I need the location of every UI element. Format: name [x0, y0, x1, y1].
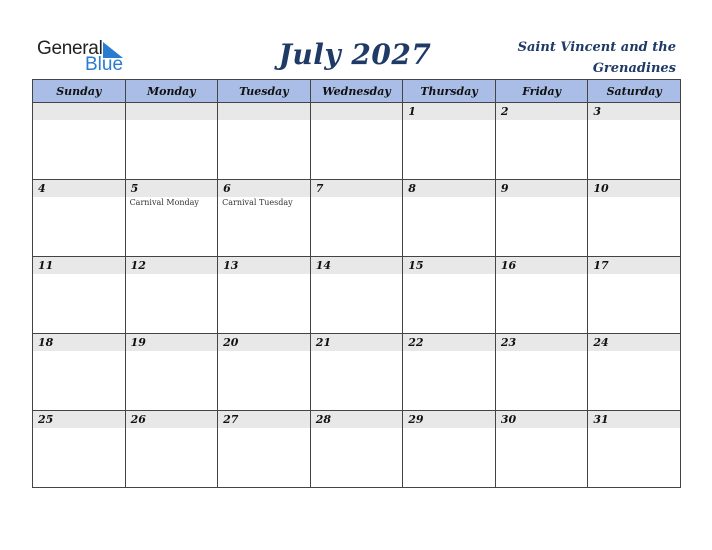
day-cell	[403, 103, 496, 180]
day-cell	[33, 257, 126, 334]
day-number: 8	[408, 182, 416, 195]
day-number: 31	[593, 413, 609, 426]
day-number: 12	[130, 259, 146, 272]
day-number: 29	[408, 413, 424, 426]
day-number: 10	[593, 182, 609, 195]
day-number: 14	[315, 259, 331, 272]
week-row	[33, 411, 681, 488]
calendar-grid	[32, 79, 681, 488]
day-cell	[218, 411, 311, 488]
day-number-strip	[588, 180, 680, 197]
day-number: 23	[500, 336, 517, 349]
day-cell	[495, 411, 588, 488]
day-number: 11	[38, 259, 54, 272]
day-number-strip	[33, 334, 125, 351]
day-number: 5	[130, 182, 139, 195]
day-number-strip	[403, 180, 495, 197]
weekday-thursday: Thursday	[403, 80, 496, 103]
day-number-strip	[33, 411, 125, 428]
logo-blue-text: Blue	[85, 54, 124, 75]
day-number: 13	[223, 259, 239, 272]
day-number: 15	[408, 259, 424, 272]
holiday-label: Carnival Monday	[129, 198, 199, 207]
day-cell	[403, 411, 496, 488]
logo-general-text: General	[37, 38, 103, 59]
day-cell	[218, 257, 311, 334]
day-cell	[588, 180, 681, 257]
day-number-strip	[218, 180, 310, 197]
day-number: 19	[130, 336, 146, 349]
day-number-strip	[496, 411, 588, 428]
day-cell	[33, 180, 126, 257]
weekday-wednesday: Wednesday	[310, 80, 403, 103]
day-cell	[125, 257, 218, 334]
day-cell	[403, 180, 496, 257]
day-number: 21	[315, 336, 331, 349]
day-cell	[125, 411, 218, 488]
day-number-strip	[218, 411, 310, 428]
day-cell	[125, 180, 218, 257]
day-number-strip	[126, 257, 218, 274]
day-number: 28	[315, 413, 331, 426]
weekday-header-row	[33, 80, 681, 103]
day-number-strip	[311, 334, 403, 351]
day-cell	[218, 180, 311, 257]
day-cell	[310, 257, 403, 334]
day-number-strip	[218, 103, 310, 120]
day-cell	[588, 257, 681, 334]
country-line-2: Grenadines	[592, 61, 676, 76]
day-cell	[33, 334, 126, 411]
day-number-strip	[311, 411, 403, 428]
day-number: 26	[130, 413, 146, 426]
day-number-strip	[311, 257, 403, 274]
day-number: 20	[223, 336, 239, 349]
weekday-saturday: Saturday	[588, 80, 681, 103]
day-cell	[310, 411, 403, 488]
day-cell	[310, 180, 403, 257]
day-number-strip	[496, 180, 588, 197]
logo	[37, 38, 137, 78]
day-number: 16	[500, 259, 517, 272]
day-cell	[125, 334, 218, 411]
day-cell	[218, 334, 311, 411]
day-number-strip	[588, 103, 680, 120]
day-number: 27	[223, 413, 239, 426]
day-number-strip	[126, 334, 218, 351]
day-number-strip	[588, 334, 680, 351]
day-cell	[495, 257, 588, 334]
day-number-strip	[126, 411, 218, 428]
day-number-strip	[218, 257, 310, 274]
day-number: 22	[408, 336, 424, 349]
day-number: 9	[500, 182, 509, 195]
day-number: 7	[315, 182, 324, 195]
day-number-strip	[403, 257, 495, 274]
day-number: 4	[38, 182, 46, 195]
day-number: 1	[408, 105, 416, 118]
day-number: 18	[38, 336, 54, 349]
day-cell	[495, 103, 588, 180]
day-number-strip	[126, 180, 218, 197]
day-cell	[125, 103, 218, 180]
day-number-strip	[403, 334, 495, 351]
day-number-strip	[311, 103, 403, 120]
week-row	[33, 257, 681, 334]
calendar-title: July 2027	[278, 38, 432, 71]
day-cell	[33, 103, 126, 180]
day-cell	[218, 103, 311, 180]
day-number-strip	[311, 180, 403, 197]
day-cell	[588, 334, 681, 411]
day-number-strip	[218, 334, 310, 351]
day-cell	[495, 334, 588, 411]
day-number: 25	[38, 413, 54, 426]
day-number: 2	[500, 105, 509, 118]
day-number: 30	[500, 413, 517, 426]
day-number: 17	[593, 259, 609, 272]
day-cell	[588, 103, 681, 180]
day-number: 3	[593, 105, 602, 118]
day-cell	[33, 411, 126, 488]
day-cell	[588, 411, 681, 488]
weekday-sunday: Sunday	[33, 80, 126, 103]
day-cell	[403, 257, 496, 334]
day-number-strip	[403, 103, 495, 120]
weekday-tuesday: Tuesday	[218, 80, 311, 103]
day-number-strip	[126, 103, 218, 120]
country-name	[486, 37, 676, 79]
day-cell	[403, 334, 496, 411]
day-number-strip	[588, 411, 680, 428]
day-number: 6	[223, 182, 231, 195]
day-number: 24	[593, 336, 609, 349]
day-number-strip	[496, 334, 588, 351]
week-row	[33, 334, 681, 411]
day-number-strip	[496, 257, 588, 274]
day-number-strip	[33, 180, 125, 197]
day-cell	[310, 334, 403, 411]
day-number-strip	[588, 257, 680, 274]
country-line-1: Saint Vincent and the	[517, 40, 676, 55]
holiday-label: Carnival Tuesday	[222, 198, 293, 207]
calendar-body	[33, 103, 681, 488]
day-number-strip	[496, 103, 588, 120]
weekday-monday: Monday	[125, 80, 218, 103]
day-number-strip	[403, 411, 495, 428]
day-cell	[495, 180, 588, 257]
week-row	[33, 180, 681, 257]
day-cell	[310, 103, 403, 180]
day-number-strip	[33, 103, 125, 120]
day-number-strip	[33, 257, 125, 274]
weekday-friday: Friday	[495, 80, 588, 103]
week-row	[33, 103, 681, 180]
